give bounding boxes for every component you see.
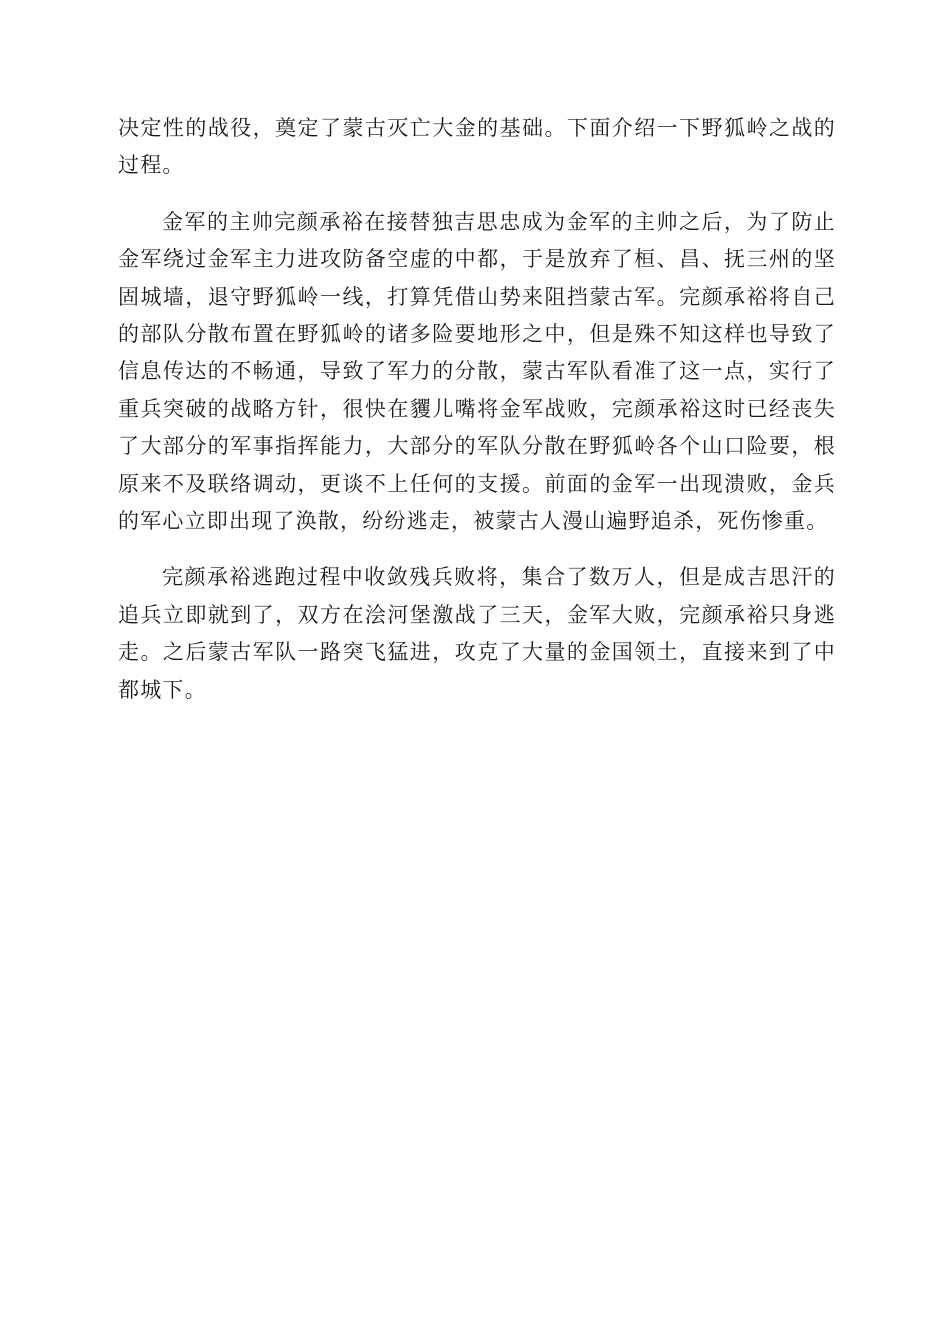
paragraph-2: 金军的主帅完颜承裕在接替独吉思忠成为金军的主帅之后，为了防止金军绕过金军主力进攻防备空虚的中都，于是放弃了桓、昌、抚三州的坚固城墙，退守野狐岭一线，打算凭借山势来阻挡蒙古军。完颜承裕将自己的部队分散布置在野狐岭的诸多险要地形之中，但是殊不知这样也导致了信息传达的不畅通，导致了军力的分散，蒙古军队看准了这一点，实行了重兵突破的战略方针，很快在貜儿嘴将金军战败，完颜承裕这时已经丧失了大部分的军事指挥能力，大部分的军队分散在野狐岭各个山口险要，根原来不及联络调动，更谈不上任何的支援。前面的金军一出现溃败，金兵的军心立即出现了涣散，纷纷逃走，被蒙古人漫山遍野追杀，死伤惨重。 xyxy=(118,209,836,534)
paragraph-1: 决定性的战役，奠定了蒙古灭亡大金的基础。下面介绍一下野狐岭之战的过程。 xyxy=(118,116,836,178)
paragraph-3: 完颜承裕逃跑过程中收敛残兵败将，集合了数万人，但是成吉思汗的追兵立即就到了，双方在浍河堡激战了三天，金军大败，完颜承裕只身逃走。之后蒙古军队一路突飞猛进，攻克了大量的金国领土，直接来到了中都城下。 xyxy=(118,565,836,702)
document-body xyxy=(118,110,836,709)
